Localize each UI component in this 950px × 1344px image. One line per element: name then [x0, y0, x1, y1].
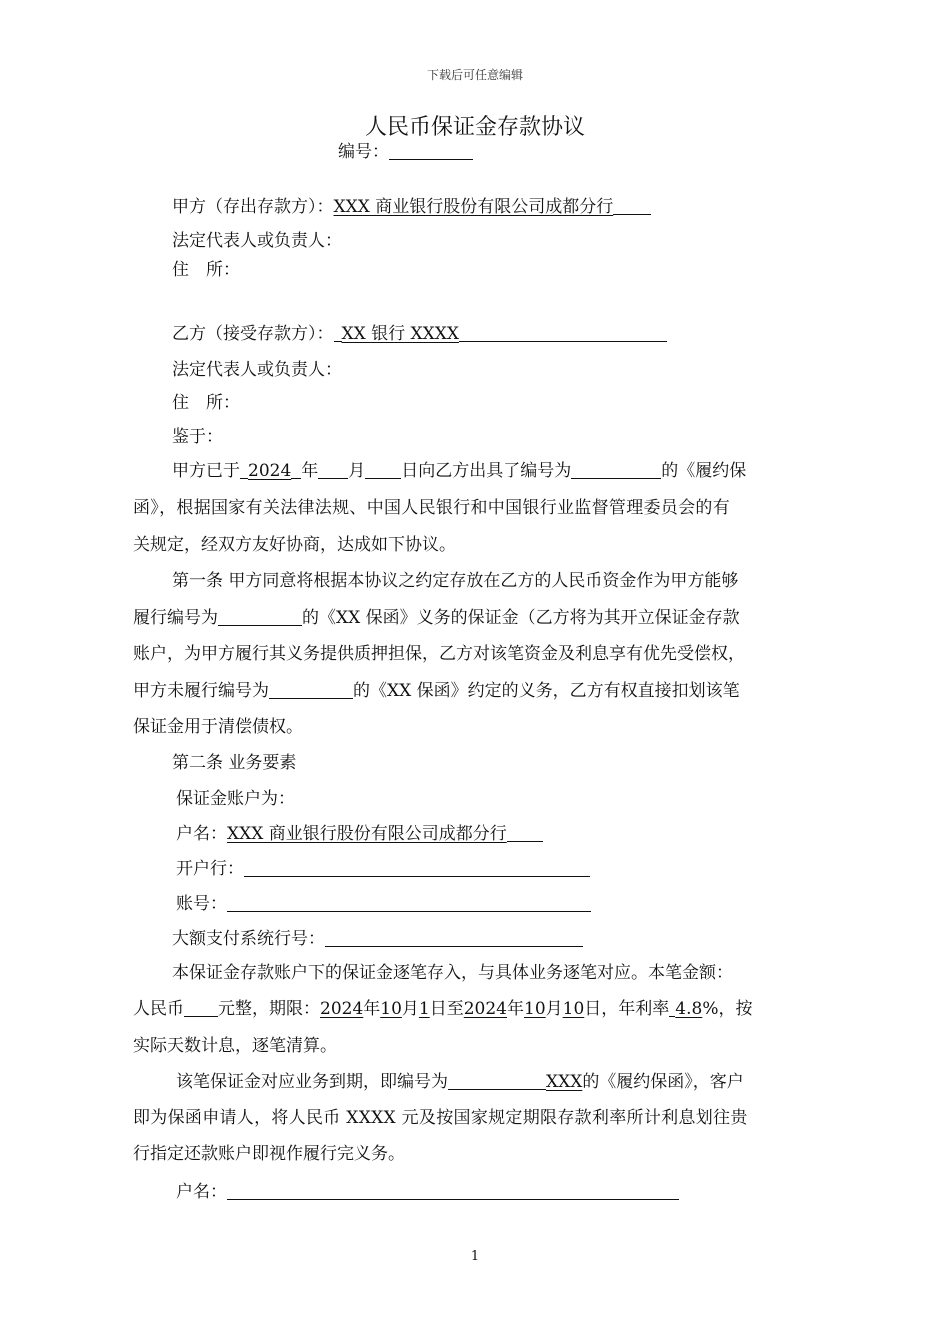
art1-line5: 保证金用于清偿债权。 [133, 717, 303, 737]
p1-line3: 关规定，经双方友好协商，达成如下协议。 [133, 535, 456, 555]
p3-line1: 该笔保证金对应业务到期，即编号为 XXX的《履约保函》，客户 [176, 1072, 744, 1092]
pay-system-line: 大额支付系统行号： [172, 927, 583, 951]
p3-line3: 行指定还款账户即视作履行完义务。 [133, 1144, 405, 1164]
art1-line3: 账户，为甲方履行其义务提供质押担保，乙方对该笔资金及利息享有优先受偿权， [133, 644, 745, 664]
acct-name-value: XXX 商业银行股份有限公司成都分行 [227, 824, 507, 844]
p2-line1: 本保证金存款账户下的保证金逐笔存入，与具体业务逐笔对应。本笔金额： [172, 963, 733, 983]
art1-line1: 第一条 甲方同意将根据本协议之约定存放在乙方的人民币资金作为甲方能够 [172, 571, 739, 591]
art1-line2: 履行编号为 的《XX 保函》义务的保证金（乙方将为其开立保证金存款 [133, 608, 740, 628]
party-a-name: XXX 商业银行股份有限公司成都分行 [333, 197, 614, 217]
page-header: 下载后可任意编辑 [426, 68, 523, 82]
party-b-rep: 法定代表人或负责人： [172, 360, 342, 380]
party-b-name: XX 银行 XXXX [341, 324, 459, 344]
p1-line2: 函》，根据国家有关法律法规、中国人民银行和中国银行业监督管理委员会的有 [133, 498, 730, 518]
interest-rate: 4.8 [675, 999, 703, 1019]
party-b-line [172, 322, 667, 346]
acct-number-line: 账号： [176, 892, 591, 916]
whereas: 鉴于： [172, 427, 223, 447]
number-line [338, 140, 473, 164]
party-a-line [172, 195, 651, 219]
p2-line2: 人民币 元整，期限：2024年10月1日至2024年10月10日，年利率 4.8%，按 [133, 999, 753, 1019]
party-a-addr: 住 所： [172, 260, 240, 280]
p1-line1: 甲方已于 2024 年 月 日向乙方出具了编号为 的《履约保 [172, 461, 747, 481]
art1-line4: 甲方未履行编号为 的《XX 保函》约定的义务，乙方有权直接扣划该笔 [133, 681, 740, 701]
p2-line3: 实际天数计息，逐笔清算。 [133, 1036, 337, 1056]
party-a-label: 甲方（存出存款方）： [172, 197, 334, 217]
party-a-rep: 法定代表人或负责人： [172, 231, 342, 251]
final-name-line: 户名： [176, 1180, 679, 1204]
acct-name-line: 户名：XXX 商业银行股份有限公司成都分行 [176, 822, 543, 846]
party-b-label: 乙方（接受存款方）： [172, 324, 334, 344]
p1-year: 2024 [248, 461, 292, 481]
number-label: 编号： [338, 142, 389, 162]
acct-bank-line: 开户行： [176, 857, 590, 881]
page-number: 1 [470, 1249, 480, 1264]
document-title: 人民币保证金存款协议 [364, 115, 585, 140]
p3-line2: 即为保函申请人，将人民币 XXXX 元及按国家规定期限存款利率所计利息划往贵 [133, 1108, 748, 1128]
party-b-addr: 住 所： [172, 393, 240, 413]
acct-intro: 保证金账户为： [176, 789, 295, 809]
number-blank [389, 141, 473, 160]
art2-title: 第二条 业务要素 [172, 753, 297, 773]
